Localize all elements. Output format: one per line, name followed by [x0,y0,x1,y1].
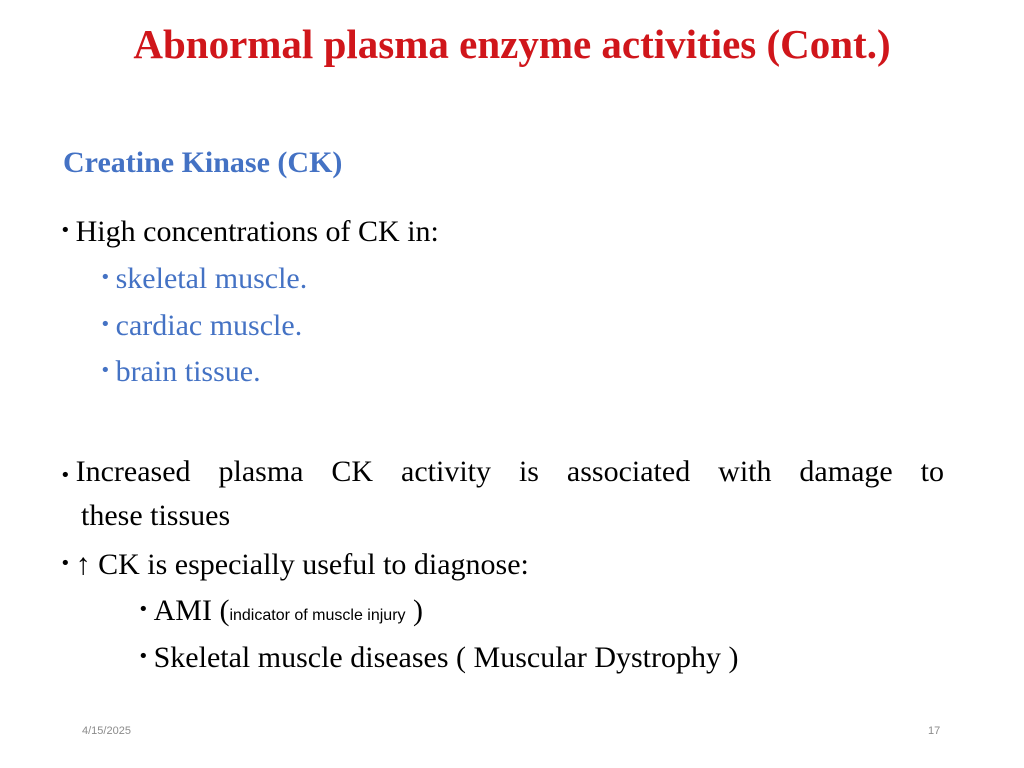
bullet-text: CK is especially useful to diagnose: [98,548,529,581]
sub-bullet-text: cardiac muscle. [115,309,303,342]
bullet-dot-icon: • [100,360,111,381]
bullet-dot-icon: • [60,553,71,574]
footer-page-number: 17 [928,725,941,737]
sub-bullet-text: skeletal muscle. [115,262,308,295]
bullet-item [60,212,439,251]
bullet-dot-icon: • [138,646,149,667]
slide-title: Abnormal plasma enzyme activities (Cont.) [133,21,891,67]
sub-bullet-text: Skeletal muscle diseases ( Muscular Dystrophy ) [153,641,739,674]
bullet-dot-icon: • [100,314,111,335]
section-heading: Creatine Kinase (CK) [63,146,343,179]
footer-date: 4/15/2025 [82,725,131,737]
ami-label: AMI ( [153,594,230,627]
ami-note: indicator of muscle injury [229,607,406,624]
bullet-dot-icon: • [100,267,111,288]
sub-bullet-item [100,352,261,391]
bullet-item [60,452,944,536]
bullet-dot-icon: • [60,465,71,486]
bullet-dot-icon: • [60,220,71,241]
ami-close-paren: ) [413,594,424,627]
bullet-text-line2: these tissues [81,499,231,532]
sub-bullet-item [100,306,302,345]
sub-bullet-item [138,591,423,635]
bullet-text: High concentrations of CK in: [75,215,439,248]
bullet-text-line1: Increased plasma CK activity is associated with damage to [75,455,944,488]
sub-bullet-item [138,638,739,677]
up-arrow-icon: ↑ [75,548,91,581]
sub-bullet-item [100,259,307,298]
sub-bullet-text: brain tissue. [115,355,261,388]
bullet-item [60,545,529,584]
bullet-dot-icon: • [138,599,149,620]
